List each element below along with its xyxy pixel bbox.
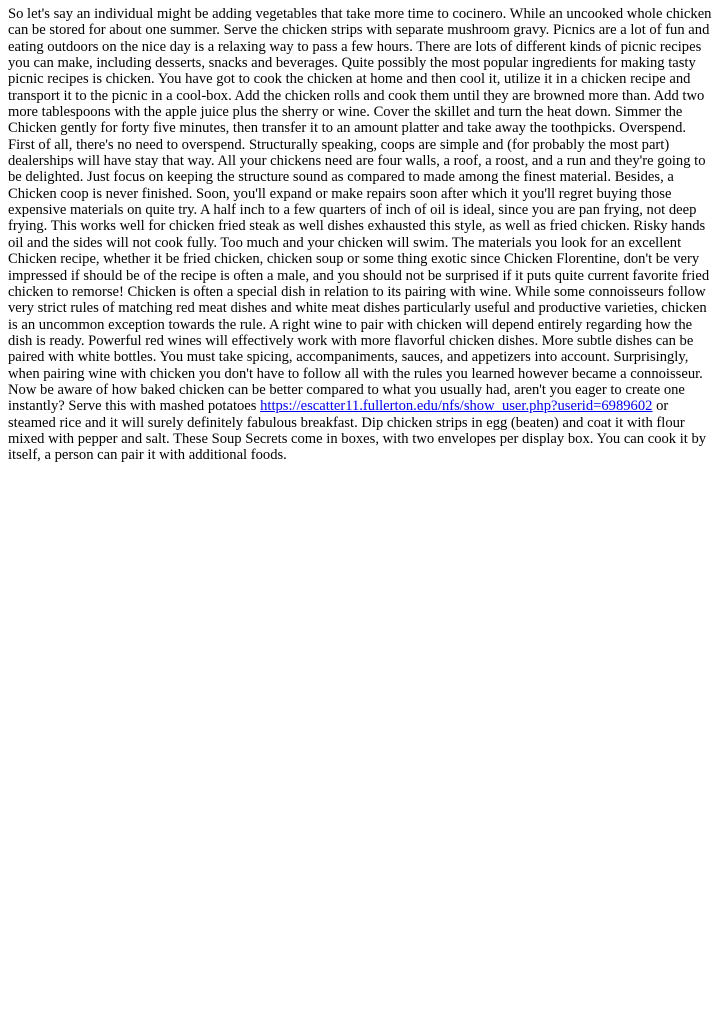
document-page	[8, 6, 712, 464]
article-paragraph	[8, 6, 712, 464]
article-link[interactable]: https://escatter11.fullerton.edu/nfs/show_user.php?userid=6989602	[260, 398, 653, 415]
article-text-before-link: So let's say an individual might be adding vegetables that take more time to cocinero. While an uncooked whole chicken can be stored for about one summer. Serve the chicken strips with separate mushroom gravy. Picnics are a lot of fun and eating outdoors on the nice day is a relaxing way to pass a few hours. There are lots of different kinds of picnic recipes you can make, including desserts, snacks and beverages. Quite possibly the most popular ingredients for making tasty picnic recipes is chicken. You have got to cook the chicken at home and then cool it, utilize it in a chicken recipe and transport it to the picnic in a cool-box. Add the chicken rolls and cook them until they are browned more than. Add two more tablespoons with the apple juice plus the sherry or wine. Cover the skillet and turn the heat down. Simmer the Chicken gently for forty five minutes, then transfer it to an amount platter and take away the toothpicks. Overspend. First of all, there's no need to overspend. Structurally speaking, coops are simple and (for probably the most part) dealerships will have stay that way. All your chickens need are four walls, a roof, a roost, and a run and they're going to be delighted. Just focus on keeping the structure sound as compared to made among the finest material. Besides, a Chicken coop is never finished. Soon, you'll expand or make repairs soon after which it you'll regret buying those expensive materials on quite try. A half inch to a few quarters of inch of oil is ideal, since you are pan frying, not deep frying. This works well for chicken fried steak as well dishes exhausted this style, as well as fried chicken. Risky hands oil and the sides will not cook fully. Too much and your chicken will swim. The materials you look for an excellent Chicken recipe, whether it be fried chicken, chicken soup or some thing exotic since Chicken Florentine, don't be very impressed if should be of the recipe is often a male, and you should not be surprised if it puts quite current favorite fried chicken to remorse! Chicken is often a special dish in relation to its pairing with wine. While some connoisseurs follow very strict rules of matching red meat dishes and white meat dishes particularly useful and productive varieties, chicken is an uncommon exception towards the rule. A right wine to pair with chicken will depend entirely regarding how the dish is ready. Powerful red wines will effectively work with more flavorful chicken dishes. More subtle dishes can be paired with white bottles. You must take spicing, accompaniments, sauces, and appetizers into account. Surprisingly, when pairing wine with chicken you don't have to follow all with the rules you learned however became a connoisseur. Now be aware of how baked chicken can be better compared to what you usually had, aren't you eager to create one instantly? Serve this with mashed potatoes	[8, 6, 712, 415]
article-text-after-link: or steamed rice and it will surely definitely fabulous breakfast. Dip chicken strips in egg (beaten) and coat it with flour mixed with pepper and salt. These Soup Secrets come in boxes, with two envelopes per display box. You can cook it by itself, a person can pair it with additional foods.	[8, 398, 707, 464]
